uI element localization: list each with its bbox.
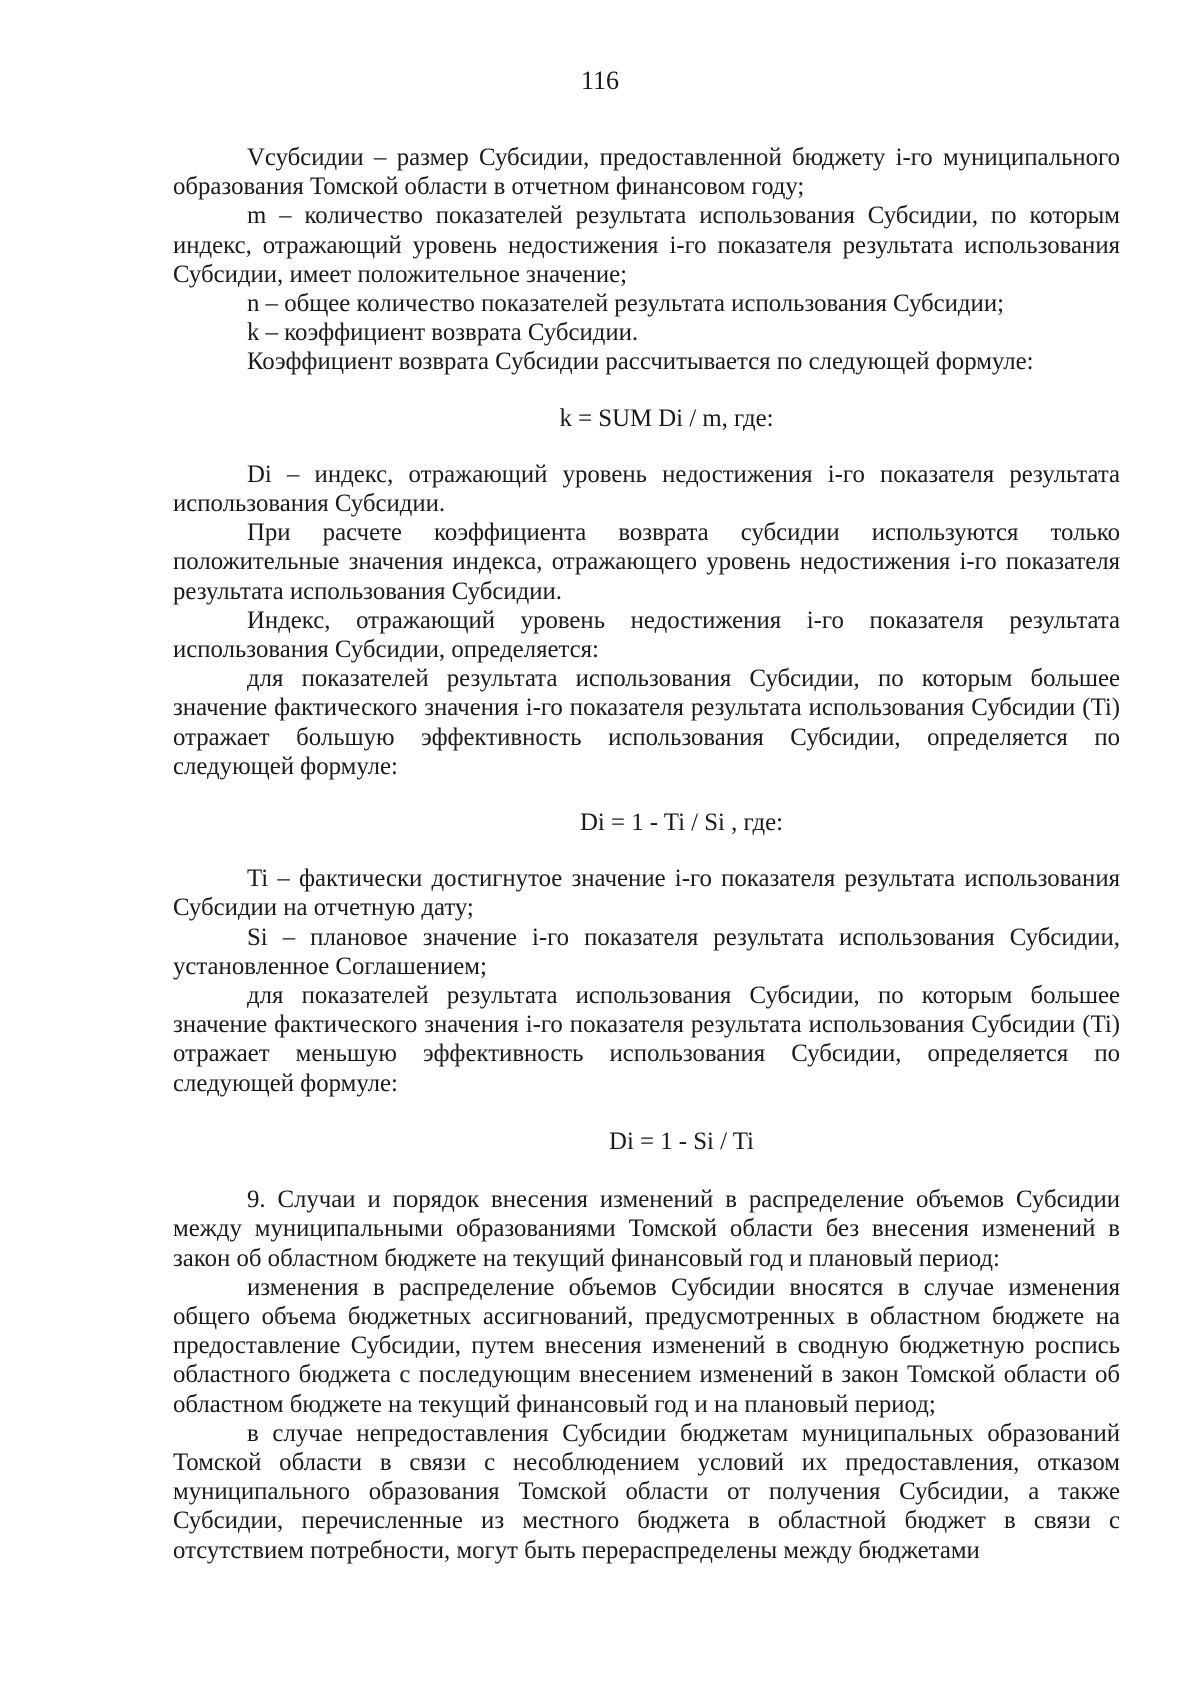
formula-di-2: Di = 1 - Si / Ti xyxy=(609,1127,754,1155)
paragraph-k-formula-intro: Коэффициент возврата Субсидии рассчитывается по следующей формуле: xyxy=(247,348,1034,376)
document-body xyxy=(173,143,1120,1565)
formula-di-1: Di = 1 - Ti / Si , где: xyxy=(580,809,783,837)
paragraph-changes-distribution: изменения в распределение объемов Субсидии вносятся в случае изменения общего объема бюджетных ассигнований, предусмотренных в областном бюджете на предоставление Субсидии, путем внесения изменений в сводную бюджетную роспись областного бюджета с последующим внесением изменений в закон Томской области об областном бюджете на текущий финансовый год и на плановый период; xyxy=(173,1273,1120,1418)
paragraph-index-determined: Индекс, отражающий уровень недостижения i-го показателя результата использования Субсидии, определяется: xyxy=(173,606,1120,664)
paragraph-positive-values: При расчете коэффициента возврата субсидии используются только положительные значения индекса, отражающего уровень недостижения i-го показателя результата использования Субсидии. xyxy=(173,519,1120,605)
paragraph-v-subsidy: Vсубсидии – размер Субсидии, предоставленной бюджету i-го муниципального образования Томской области в отчетном финансовом году; xyxy=(173,144,1120,201)
paragraph-lesser-efficiency: для показателей результата использования Субсидии, по которым большее значение фактического значения i-го показателя результата использования Субсидии (Ti) отражает меньшую эффективность использования Субсидии, определяется по следующей формуле: xyxy=(173,982,1120,1097)
paragraph-redistribution: в случае непредоставления Субсидии бюджетам муниципальных образований Томской области в связи с несоблюдением условий их предоставления, отказом муниципального образования Томской области от получения Субсидии, а также Субсидии, перечисленные из местного бюджета в областной бюджет в связи с отсутствием потребности, могут быть перераспределены между бюджетами xyxy=(173,1419,1120,1564)
paragraph-ti-definition: Ti – фактически достигнутое значение i-го показателя результата использования Субсидии на отчетную дату; xyxy=(173,865,1120,922)
paragraph-m-definition: m – количество показателей результата использования Субсидии, по которым индекс, отражающий уровень недостижения i-го показателя результата использования Субсидии, имеет положительное значение; xyxy=(173,202,1120,288)
paragraph-greater-efficiency: для показателей результата использования Субсидии, по которым большее значение фактического значения i-го показателя результата использования Субсидии (Ti) отражает большую эффективность использования Субсидии, определяется по следующей формуле: xyxy=(173,665,1120,780)
paragraph-n-definition: n – общее количество показателей результата использования Субсидии; xyxy=(247,290,1004,318)
paragraph-k-definition: k – коэффициент возврата Субсидии. xyxy=(247,319,639,347)
page-number: 116 xyxy=(580,66,620,95)
paragraph-si-definition: Si – плановое значение i-го показателя результата использования Субсидии, установленное Соглашением; xyxy=(173,923,1120,980)
paragraph-section-9: 9. Случаи и порядок внесения изменений в распределение объемов Субсидии между муниципальными образованиями Томской области без внесения изменений в закон об областном бюджете на текущий финансовый год и плановый период: xyxy=(173,1186,1120,1272)
formula-k: k = SUM Di / m, где: xyxy=(559,404,774,432)
paragraph-di-definition: Di – индекс, отражающий уровень недостижения i-го показателя результата использования Субсидии. xyxy=(173,460,1120,518)
